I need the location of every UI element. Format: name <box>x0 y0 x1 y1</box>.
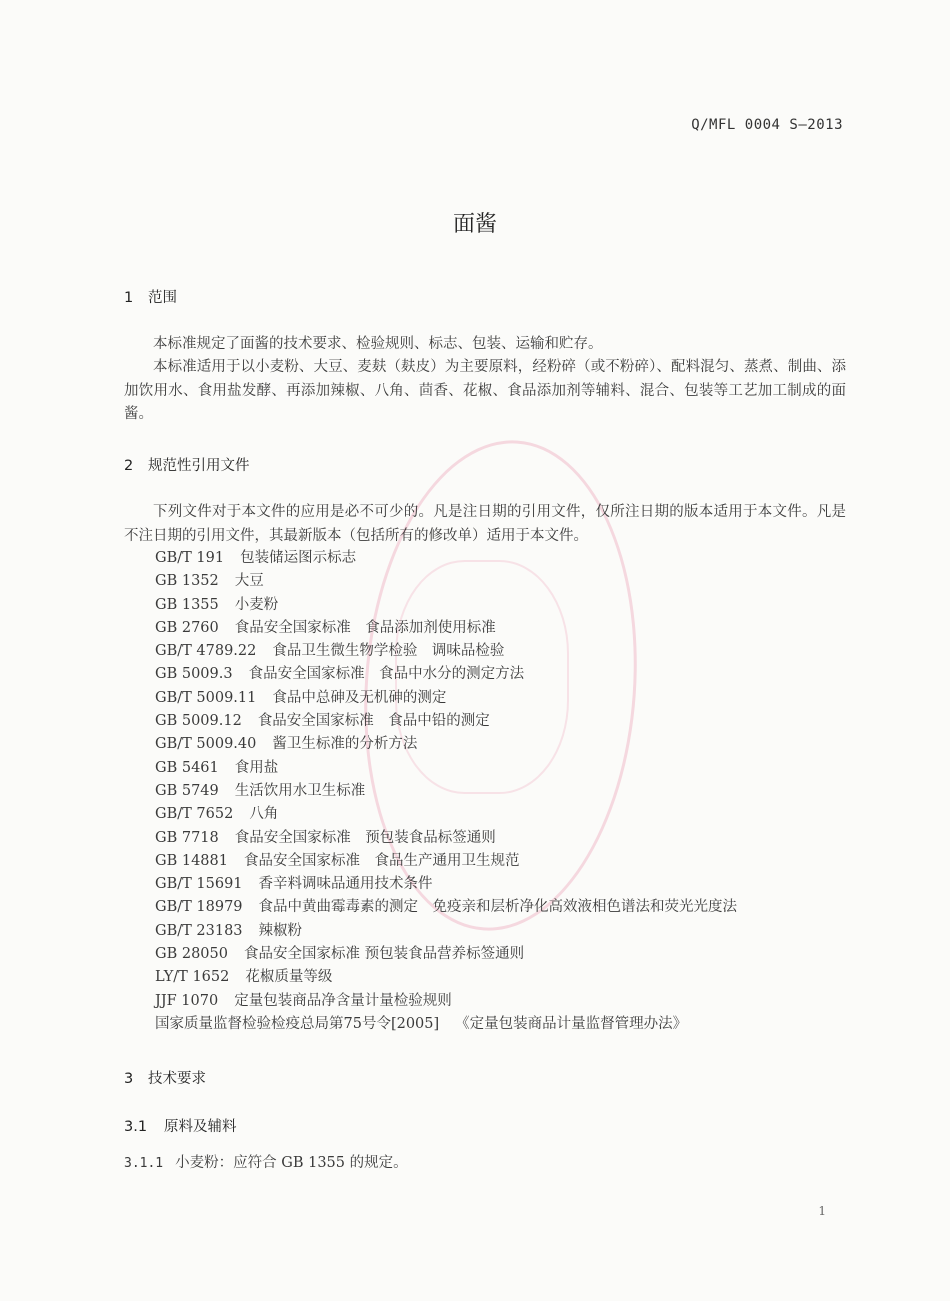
reference-title: 包装储运图示标志 <box>240 550 357 566</box>
reference-title: 《定量包装商品计量监督管理办法》 <box>455 1015 688 1032</box>
reference-title: 食品中总砷及无机砷的测定 <box>272 689 447 706</box>
section-title: 技术要求 <box>148 1071 206 1087</box>
reference-code: GB 28050 <box>155 946 228 963</box>
reference-title: 小麦粉 <box>234 596 279 613</box>
reference-item <box>155 757 737 780</box>
reference-title: 食品安全国家标准 食品生产通用卫生规范 <box>243 852 520 869</box>
document-number: Q/MFL 0004 S—2013 <box>691 117 843 133</box>
reference-item <box>155 640 737 663</box>
reference-code: GB/T 4789.22 <box>155 643 257 660</box>
reference-code: GB 5461 <box>155 759 219 776</box>
reference-title: 食品中黄曲霉毒素的测定 免疫亲和层析净化高效液相色谱法和荧光光度法 <box>258 899 738 916</box>
reference-item <box>155 896 737 919</box>
reference-code: GB/T 15691 <box>155 876 243 893</box>
reference-title: 食品安全国家标准 预包装食品营养标签通则 <box>243 946 525 963</box>
reference-item <box>155 733 737 756</box>
reference-code: GB/T 5009.11 <box>155 689 257 706</box>
section-number: 3 <box>124 1071 134 1087</box>
reference-title: 食品卫生微生物学检验 调味品检验 <box>272 643 505 660</box>
reference-item <box>155 873 737 896</box>
scope-paragraph-1: 本标准规定了面酱的技术要求、检验规则、标志、包装、运输和贮存。 <box>153 336 603 352</box>
reference-title: 酱卫生标准的分析方法 <box>272 736 418 753</box>
reference-title: 八角 <box>249 806 279 823</box>
reference-title: 辣椒粉 <box>258 922 303 939</box>
reference-item <box>155 803 737 826</box>
reference-item <box>155 710 737 733</box>
reference-code: GB 5749 <box>155 782 219 799</box>
reference-code: GB/T 191 <box>155 550 225 566</box>
reference-code: 国家质量监督检验检疫总局第75号令[2005] <box>155 1015 440 1032</box>
reference-title: 花椒质量等级 <box>245 969 333 986</box>
reference-code: GB/T 5009.40 <box>155 736 257 753</box>
reference-title: 大豆 <box>234 573 264 590</box>
section-2-heading <box>124 454 250 475</box>
reference-item <box>155 966 737 989</box>
reference-code: GB 5009.3 <box>155 666 233 683</box>
section-1-heading <box>124 286 177 307</box>
reference-code: LY/T 1652 <box>155 969 230 986</box>
page-number: 1 <box>818 1204 826 1218</box>
document-title: 面酱 <box>452 212 497 237</box>
reference-item <box>155 780 737 803</box>
reference-item <box>155 687 737 710</box>
reference-title: 食品安全国家标准 预包装食品标签通则 <box>234 829 496 846</box>
reference-item <box>155 594 737 617</box>
reference-code: GB 1352 <box>155 573 219 590</box>
subsection-3-1-heading <box>124 1115 237 1136</box>
references-intro: 下列文件对于本文件的应用是必不可少的。凡是注日期的引用文件，仅所注日期的版本适用于本文件。凡是不注日期的引用文件，其最新版本（包括所有的修改单）适用于本文件。 <box>124 504 846 544</box>
reference-title: 食品安全国家标准 食品中铅的测定 <box>257 713 490 730</box>
reference-item <box>155 617 737 640</box>
subsection-number: 3.1 <box>124 1119 148 1135</box>
reference-title: 定量包装商品净含量计量检验规则 <box>234 992 452 1009</box>
clause-text: 小麦粉：应符合 GB 1355 的规定。 <box>175 1155 408 1171</box>
section-3-heading <box>124 1067 206 1088</box>
reference-code: GB/T 18979 <box>155 899 243 916</box>
reference-title: 食用盐 <box>234 759 279 776</box>
reference-item <box>155 1013 737 1036</box>
clause-3-1-1 <box>124 1151 408 1172</box>
reference-code: GB 1355 <box>155 596 219 613</box>
reference-title: 食品安全国家标准 食品中水分的测定方法 <box>248 666 525 683</box>
reference-item <box>155 850 737 873</box>
reference-item <box>155 663 737 686</box>
reference-title: 香辛料调味品通用技术条件 <box>258 876 433 893</box>
clause-number: 3.1.1 <box>124 1156 164 1171</box>
reference-item <box>155 920 737 943</box>
reference-code: GB 5009.12 <box>155 713 242 730</box>
reference-title: 食品安全国家标准 食品添加剂使用标准 <box>234 619 496 636</box>
reference-code: GB 14881 <box>155 852 228 869</box>
subsection-title: 原料及辅料 <box>164 1119 237 1135</box>
reference-list <box>155 547 737 1036</box>
reference-code: GB/T 7652 <box>155 806 234 823</box>
reference-item <box>155 547 737 570</box>
section-title: 范围 <box>148 290 177 306</box>
reference-code: GB 7718 <box>155 829 219 846</box>
section-number: 2 <box>124 458 134 474</box>
reference-code: GB/T 23183 <box>155 922 243 939</box>
scope-paragraph-2: 本标准适用于以小麦粉、大豆、麦麸（麸皮）为主要原料，经粉碎（或不粉碎）、配料混匀、蒸煮、制曲、添加饮用水、食用盐发酵、再添加辣椒、八角、茴香、花椒、食品添加剂等辅料、混合、包装等工艺加工制成的面酱。 <box>124 359 846 422</box>
reference-item <box>155 943 737 966</box>
section-title: 规范性引用文件 <box>148 458 250 474</box>
reference-code: JJF 1070 <box>155 992 219 1009</box>
reference-item <box>155 570 737 593</box>
reference-title: 生活饮用水卫生标准 <box>234 782 366 799</box>
section-number: 1 <box>124 290 134 306</box>
reference-item <box>155 990 737 1013</box>
reference-code: GB 2760 <box>155 619 219 636</box>
reference-item <box>155 827 737 850</box>
